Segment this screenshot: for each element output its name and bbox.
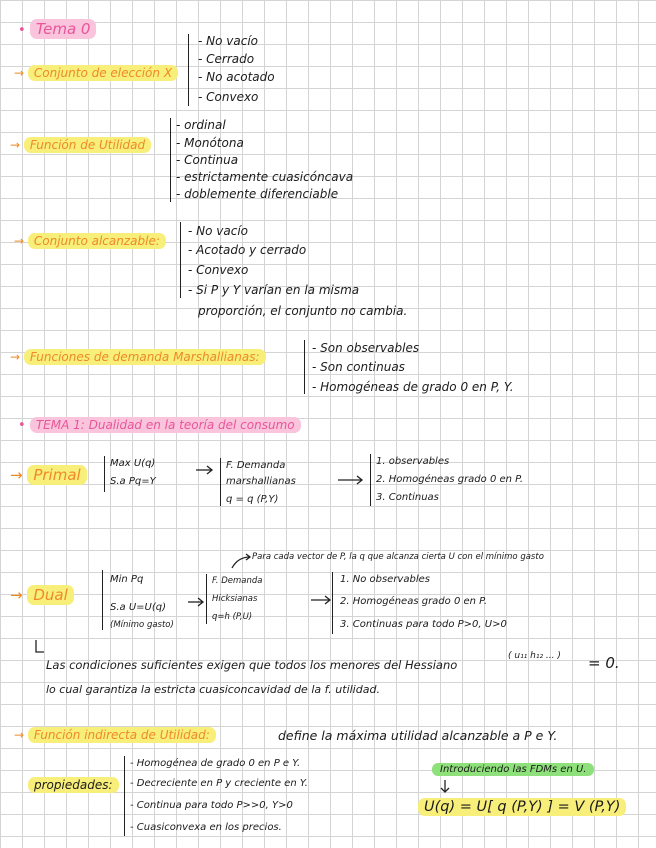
tema1-heading — [18, 418, 301, 433]
brace — [102, 570, 103, 630]
propiedades-item: - Decreciente en P y creciente en Y. — [130, 778, 308, 789]
indirecta-label: → Función indirecta de Utilidad: — [14, 728, 216, 742]
conjunto-alcanzable-label: → Conjunto alcanzable: — [14, 234, 166, 248]
funcion-utilidad-item: - Continua — [176, 153, 239, 167]
dual-demand: F. Demanda — [212, 576, 263, 586]
formula-tag: Introduciendo las FDMs en U. — [432, 764, 594, 776]
primal-demand: F. Demanda — [226, 460, 286, 471]
conjunto-eleccion-label: → Conjunto de elección X — [14, 66, 178, 80]
primal-prop: 2. Homogéneas grado 0 en P. — [376, 474, 523, 485]
funciones-demanda-item: - Son observables — [312, 341, 420, 355]
conjunto-eleccion-item: - Convexo — [198, 90, 259, 104]
bullet-icon: • — [18, 23, 30, 38]
dual-problem: (Mínimo gasto) — [110, 620, 174, 630]
hessiano-line1: Las condiciones suficientes exigen que todos los menores del Hessiano — [46, 658, 458, 672]
primal-demand: q = q (P,Y) — [226, 494, 279, 505]
funcion-utilidad-label: → Función de Utilidad — [10, 138, 151, 152]
brace — [124, 756, 125, 836]
conjunto-eleccion-item: - Cerrado — [198, 52, 255, 66]
tema0-title: Tema 0 — [30, 19, 97, 39]
dual-problem: Min Pq — [110, 574, 144, 585]
primal-problem: Max U(q) — [110, 458, 156, 469]
conjunto-alcanzable-item: - No vacío — [188, 224, 249, 238]
funcion-utilidad-item: - doblemente diferenciable — [176, 187, 339, 201]
tema0-heading — [18, 20, 96, 40]
dual-note: Para cada vector de P, la q que alcanza cierta U con el mínimo gasto — [252, 552, 544, 562]
brace — [170, 118, 171, 202]
dual-prop: 3. Continuas para todo P>0, U>0 — [340, 619, 507, 630]
funcion-utilidad-item: - estrictamente cuasicóncava — [176, 170, 354, 184]
brace — [370, 454, 371, 506]
conjunto-alcanzable-item: proporción, el conjunto no cambia. — [198, 304, 408, 318]
propiedades-item: - Continua para todo P>>0, Y>0 — [130, 800, 293, 811]
primal-problem: S.a Pq=Y — [110, 476, 156, 487]
funciones-demanda-item: - Homogéneas de grado 0 en P, Y. — [312, 380, 514, 394]
primal-prop: 3. Continuas — [376, 492, 439, 503]
propiedades-label: propiedades: — [28, 778, 119, 792]
dual-problem: S.a U=U(q) — [110, 602, 167, 613]
bullet-icon: • — [18, 418, 30, 433]
brace — [180, 222, 181, 298]
conjunto-alcanzable-item: - Convexo — [188, 263, 249, 277]
brace — [220, 458, 221, 506]
dual-prop: 2. Homogéneas grado 0 en P. — [340, 596, 487, 607]
funciones-demanda-label: → Funciones de demanda Marshallianas: — [10, 350, 266, 364]
tema1-title: TEMA 1: Dualidad en la teoría del consumo — [30, 417, 301, 433]
conjunto-alcanzable-item: - Si P y Y varían en la misma — [188, 283, 360, 297]
brace — [188, 34, 189, 106]
primal-demand: marshallianas — [226, 476, 296, 487]
funcion-utilidad-item: - ordinal — [176, 118, 226, 132]
dual-label: → Dual — [10, 586, 74, 604]
dual-prop: 1. No observables — [340, 574, 430, 585]
dual-demand: q=h (P,U) — [212, 612, 253, 622]
funciones-demanda-item: - Son continuas — [312, 360, 405, 374]
brace — [206, 574, 207, 624]
hessiano-line2: lo cual garantiza la estricta cuasiconcavidad de la f. utilidad. — [46, 683, 380, 696]
indirecta-def: define la máxima utilidad alcanzable a P e Y. — [278, 728, 558, 743]
hessiano-matrix: ( u₁₁ h₁₂ ... ) — [508, 651, 561, 661]
dual-demand: Hicksianas — [212, 594, 258, 604]
funcion-utilidad-item: - Monótona — [176, 136, 244, 150]
propiedades-item: - Cuasiconvexa en los precios. — [130, 822, 282, 833]
hessiano-equals: = 0. — [588, 654, 620, 672]
conjunto-eleccion-item: - No vacío — [198, 34, 259, 48]
primal-prop: 1. observables — [376, 456, 450, 467]
propiedades-item: - Homogénea de grado 0 en P e Y. — [130, 758, 301, 769]
brace — [304, 340, 305, 394]
conjunto-alcanzable-item: - Acotado y cerrado — [188, 243, 307, 257]
primal-label: → Primal — [10, 466, 87, 484]
brace — [104, 456, 105, 492]
formula-expr: U(q) = U[ q (P,Y) ] = V (P,Y) — [418, 798, 626, 816]
brace — [332, 572, 333, 634]
conjunto-eleccion-item: - No acotado — [198, 70, 275, 84]
